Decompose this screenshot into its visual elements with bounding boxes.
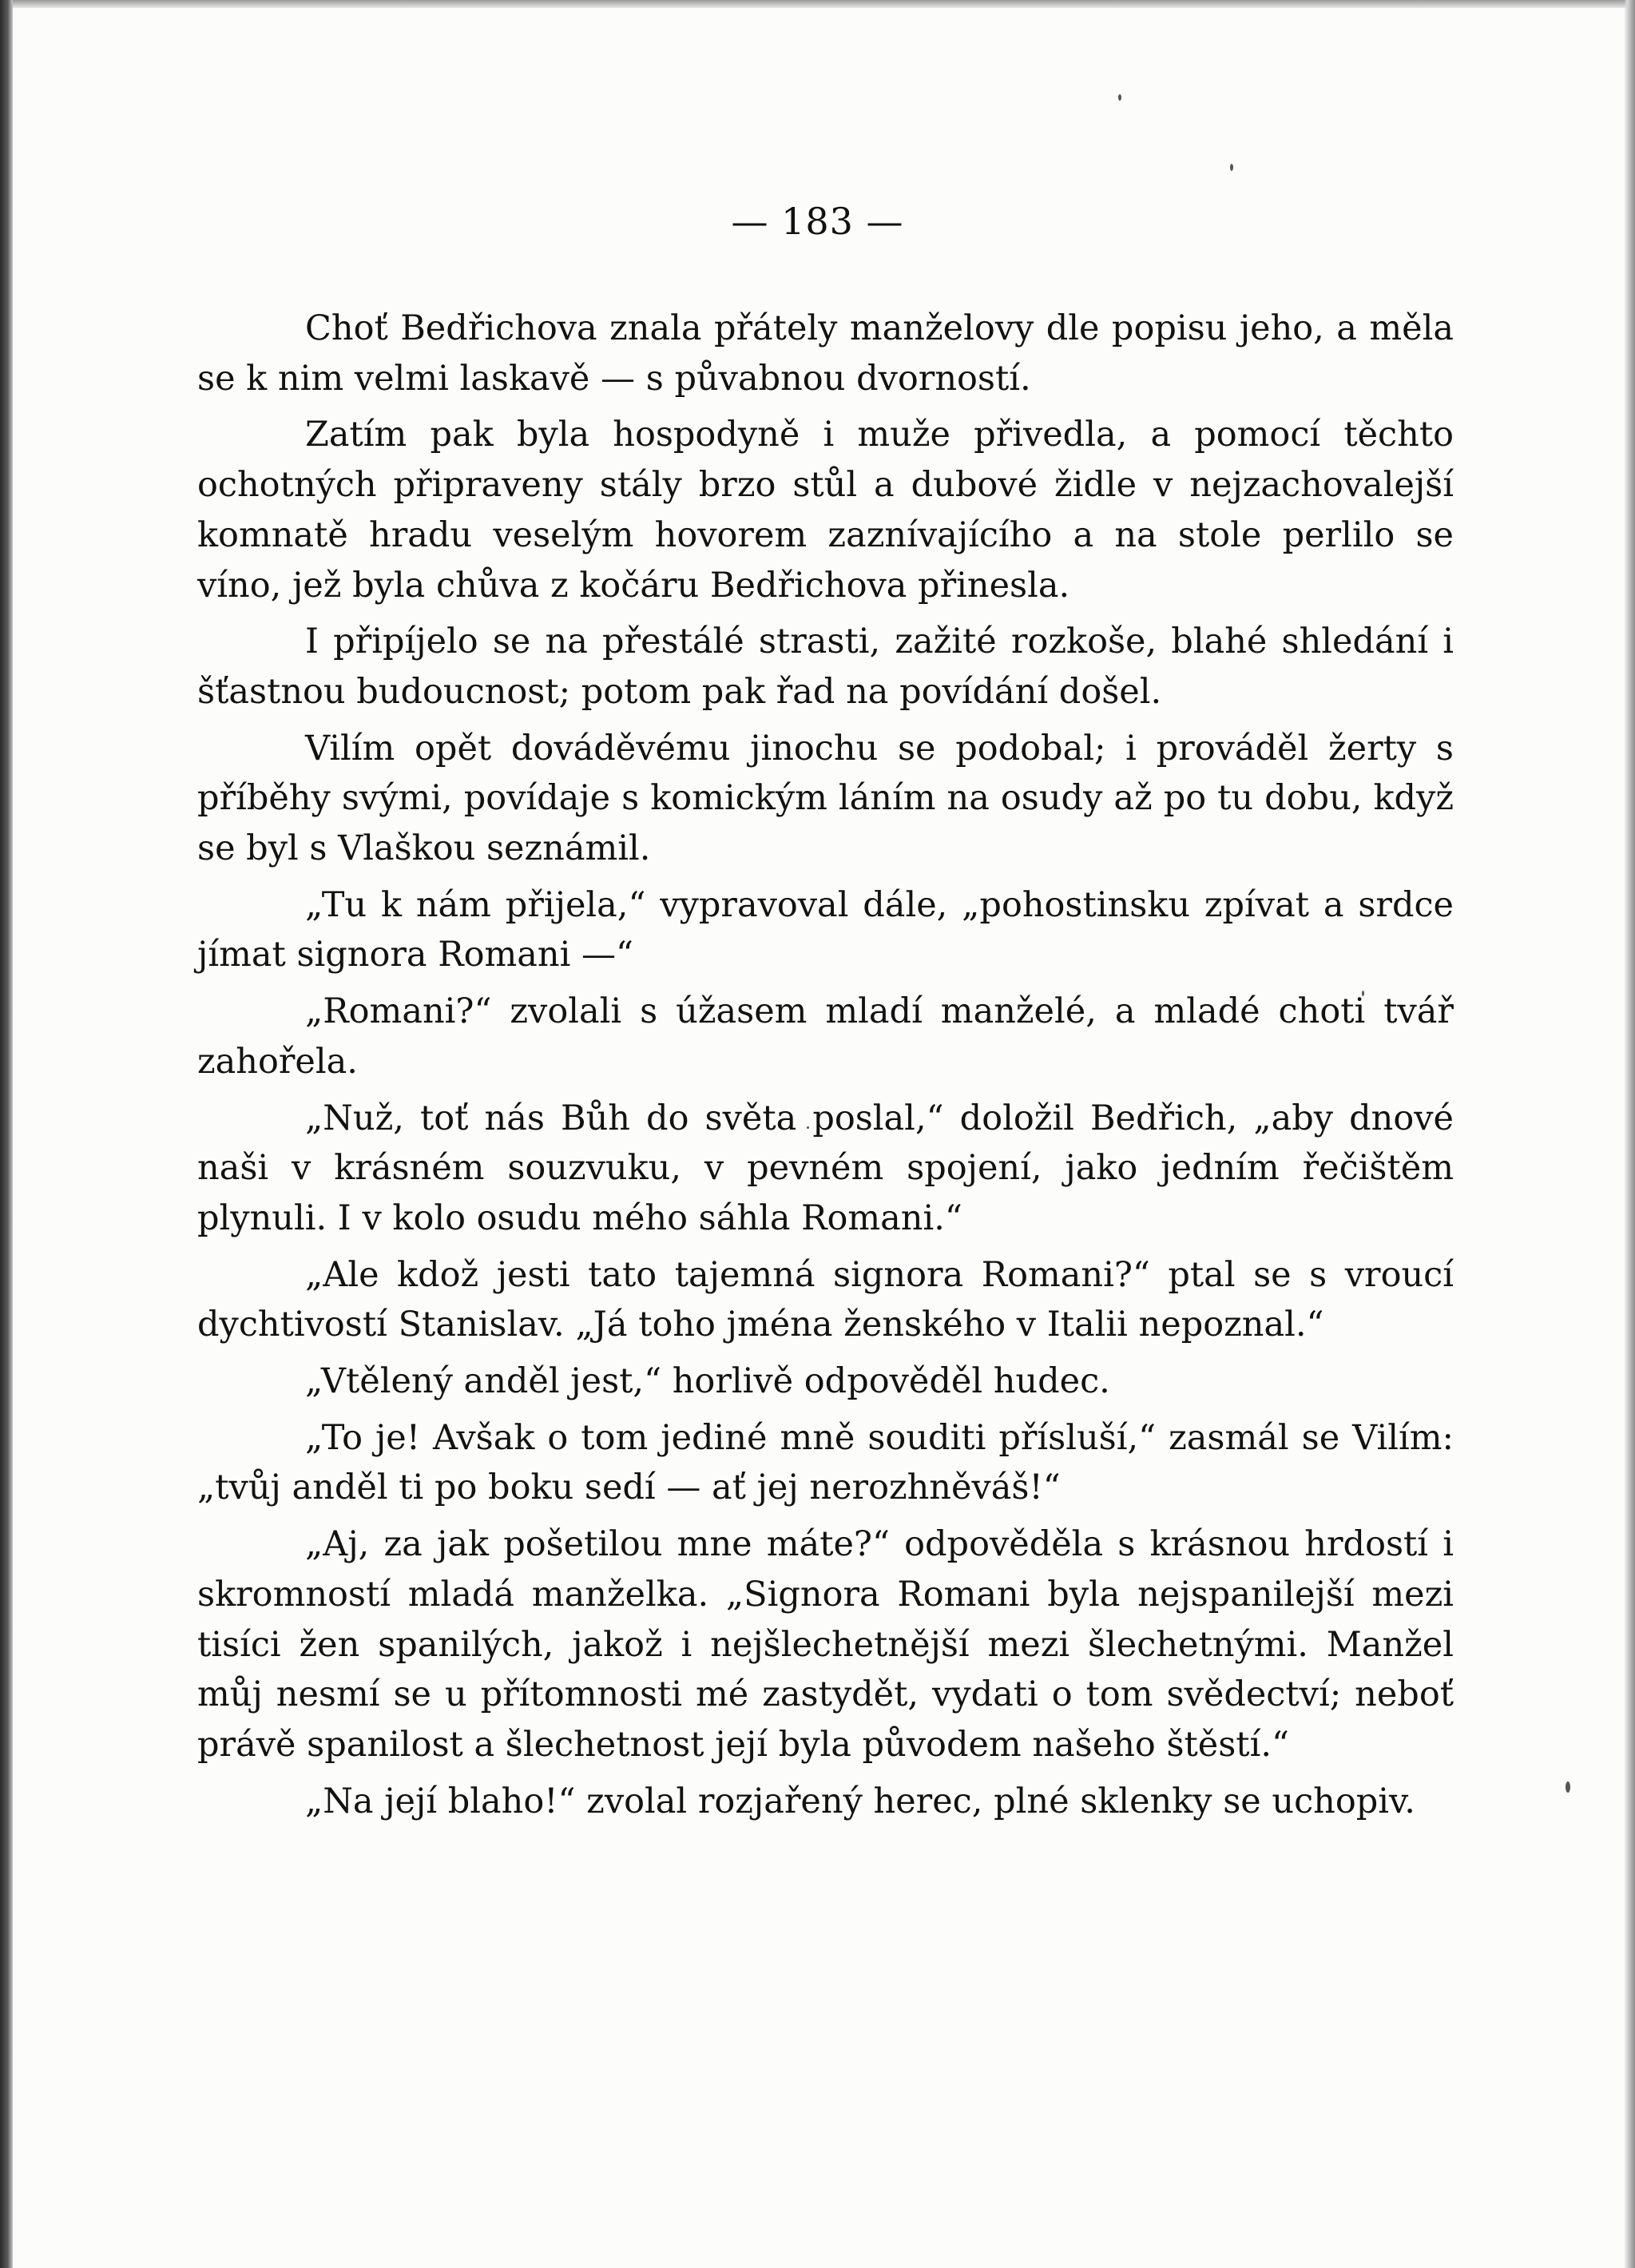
page-binding-edge [0,0,13,2268]
paragraph: „Vtělený anděl jest,“ horlivě odpověděl hudec. [305,1361,1110,1402]
paragraph: I připíjelo se na přestálé strasti, zažité rozkoše, blahé shledání i šťastnou budoucnost; potom pak řad na povídání došel. [197,622,1454,712]
paragraph: Zatím pak byla hospodyně i muže přivedla, a pomocí těchto ochotných připraveny stály brzo stůl a dubové židle v nejzachovalejší komnatě hradu veselým hovorem zaznívajícího a na stole perlilo se víno, jež byla chůva z kočáru Bedřichova přinesla. [197,415,1454,606]
page-number: — 183 — [731,200,904,243]
paragraph: „Nuž, toť nás Bůh do světa poslal,“ doložil Bedřich, „aby dnové naši v krásném souzvuku, v pevném spojení, jako jedním řečištěm plynuli. I v kolo osudu mého sáhla Romani.“ [197,1098,1454,1238]
paragraph: „Ale kdož jesti tato tajemná signora Romani?“ ptal se s vroucí dychtivostí Stanislav. „Já toho jména ženského v Italii nepoznal.“ [197,1254,1454,1345]
paragraph: Vilím opět dováděvému jinochu se podobal; i prováděl žerty s příběhy svými, povídaje s komickým láním na osudy až po tu dobu, když se byl s Vlaškou seznámil. [197,728,1454,869]
paragraph: „Na její blaho!“ zvolal rozjařený herec, plné sklenky se uchopiv. [305,1781,1415,1821]
page-right-edge-shadow [1624,0,1635,2268]
dust-speck [1230,164,1233,171]
paragraph: „To je! Avšak o tom jediné mně souditi přísluší,“ zasmál se Vilím: „tvůj anděl ti po boku sedí — ať jej nerozhněváš!“ [197,1417,1454,1508]
paragraph: „Tu k nám přijela,“ vypravoval dále, „pohostinsku zpívat a srdce jímat signora Romani —“ [197,884,1454,975]
paragraph: Choť Bedřichova znala přátely manželovy dle popisu jeho, a měla se k nim velmi laskavě — s půvabnou dvorností. [197,308,1454,399]
dust-speck [1566,1781,1570,1793]
dust-speck [1118,94,1121,101]
paragraph: „Aj, za jak pošetilou mne máte?“ odpověděla s krásnou hrdostí i skromností mladá manželka. „Signora Romani byla nejspanilejší mezi tisíci žen spanilých, jakož i nejšlechetnější mezi šlechetnými. Manžel můj nesmí se u přítomnosti mé zastydět, vydati o tom svědectví; neboť právě spanilost a šlechetnost její byla původem našeho štěstí.“ [197,1524,1454,1765]
paragraph: „Romani?“ zvolali s úžasem mladí manželé, a mladé choti tvář zahořela. [197,991,1454,1082]
page-top-edge-shadow [0,0,1635,8]
body-text [197,304,1454,1833]
